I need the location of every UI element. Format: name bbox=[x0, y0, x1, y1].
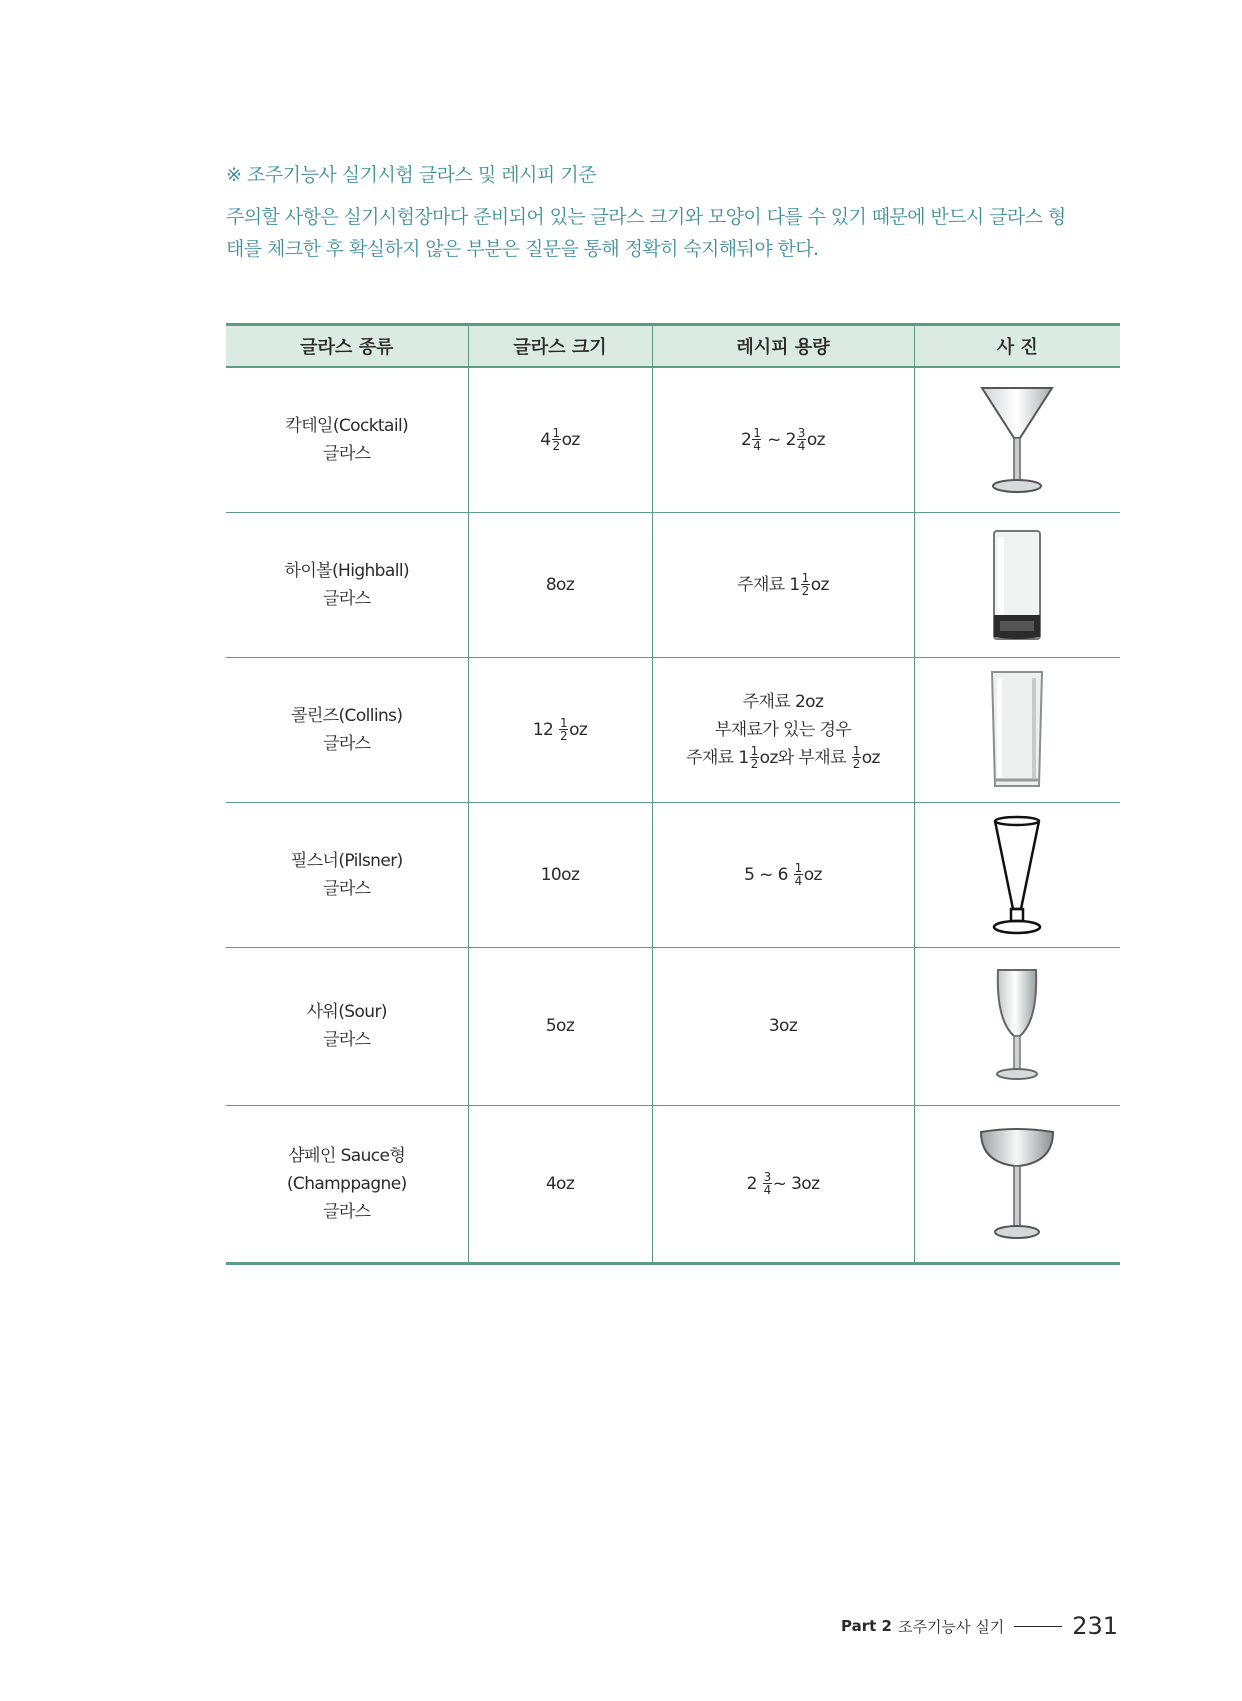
cocktail-glass-icon bbox=[972, 380, 1062, 500]
notice-line: 주의할 사항은 실기시험장마다 준비되어 있는 글라스 크기와 모양이 다를 수 있기 때문에 반드시 글라스 형 bbox=[226, 206, 1066, 228]
photo-cell bbox=[914, 367, 1120, 512]
recipe-cell: 2 $\frac{1}{4}$ ~ 2 $\frac{3}{4}$ oz bbox=[652, 367, 914, 512]
recipe-cell: 2 $\frac{3}{4}$ ~ 3oz bbox=[652, 1105, 914, 1263]
glass-size-cell: 8oz bbox=[468, 512, 652, 657]
glass-size-cell: 4oz bbox=[468, 1105, 652, 1263]
sour-glass-icon bbox=[982, 964, 1052, 1088]
glass-size-cell: 5oz bbox=[468, 947, 652, 1105]
footer-divider bbox=[1014, 1626, 1062, 1627]
glass-size-cell: 10oz bbox=[468, 802, 652, 947]
footer-section: 조주기능사 실기 bbox=[897, 1617, 1005, 1636]
table-header-row bbox=[226, 325, 1120, 368]
photo-cell bbox=[914, 947, 1120, 1105]
header-glass-size: 글라스 크기 bbox=[468, 325, 652, 368]
table-row bbox=[226, 657, 1120, 802]
header-photo: 사 진 bbox=[914, 325, 1120, 368]
glass-type-cell: 필스너(Pilsner) 글라스 bbox=[226, 802, 468, 947]
photo-cell bbox=[914, 802, 1120, 947]
table-row bbox=[226, 802, 1120, 947]
table-row bbox=[226, 512, 1120, 657]
collins-glass-icon bbox=[982, 668, 1052, 792]
photo-cell bbox=[914, 1105, 1120, 1263]
header-glass-type: 글라스 종류 bbox=[226, 325, 468, 368]
pilsner-glass-icon bbox=[982, 813, 1052, 937]
photo-cell bbox=[914, 657, 1120, 802]
header-recipe-volume: 레시피 용량 bbox=[652, 325, 914, 368]
photo-cell bbox=[914, 512, 1120, 657]
notice-line: 태를 체크한 후 확실하지 않은 부분은 질문을 통해 정확히 숙지해둬야 한다. bbox=[226, 238, 819, 260]
notice-body bbox=[226, 201, 1126, 265]
glass-type-cell: 샴페인 Sauce형 (Champpagne) 글라스 bbox=[226, 1105, 468, 1263]
footer-part: Part 2 bbox=[841, 1617, 892, 1635]
glass-type-cell: 칵테일(Cocktail) 글라스 bbox=[226, 367, 468, 512]
recipe-cell: 3oz bbox=[652, 947, 914, 1105]
page-number: 231 bbox=[1072, 1612, 1118, 1640]
table-row bbox=[226, 947, 1120, 1105]
recipe-cell: 주재료 1 $\frac{1}{2}$ oz bbox=[652, 512, 914, 657]
notice-block bbox=[226, 160, 1126, 265]
notice-title: ※ 조주기능사 실기시험 글라스 및 레시피 기준 bbox=[226, 164, 597, 186]
glass-type-cell: 하이볼(Highball) 글라스 bbox=[226, 512, 468, 657]
table-row bbox=[226, 1105, 1120, 1263]
highball-glass-icon bbox=[982, 525, 1052, 645]
glass-type-cell: 사워(Sour) 글라스 bbox=[226, 947, 468, 1105]
table-row bbox=[226, 367, 1120, 512]
glass-size-cell: 12 $\frac{1}{2}$ oz bbox=[468, 657, 652, 802]
glass-type-cell: 콜린즈(Collins) 글라스 bbox=[226, 657, 468, 802]
recipe-cell: 주재료 2oz 부재료가 있는 경우 주재료 1 $\frac{1}{2}$ oz와 부재료 $\frac{1}{2}$ oz bbox=[652, 657, 914, 802]
page-footer bbox=[841, 1612, 1118, 1640]
glass-table bbox=[226, 323, 1120, 1265]
recipe-cell: 5 ~ 6 $\frac{1}{4}$ oz bbox=[652, 802, 914, 947]
champagne-saucer-icon bbox=[967, 1122, 1067, 1246]
glass-size-cell: 4 $\frac{1}{2}$ oz bbox=[468, 367, 652, 512]
